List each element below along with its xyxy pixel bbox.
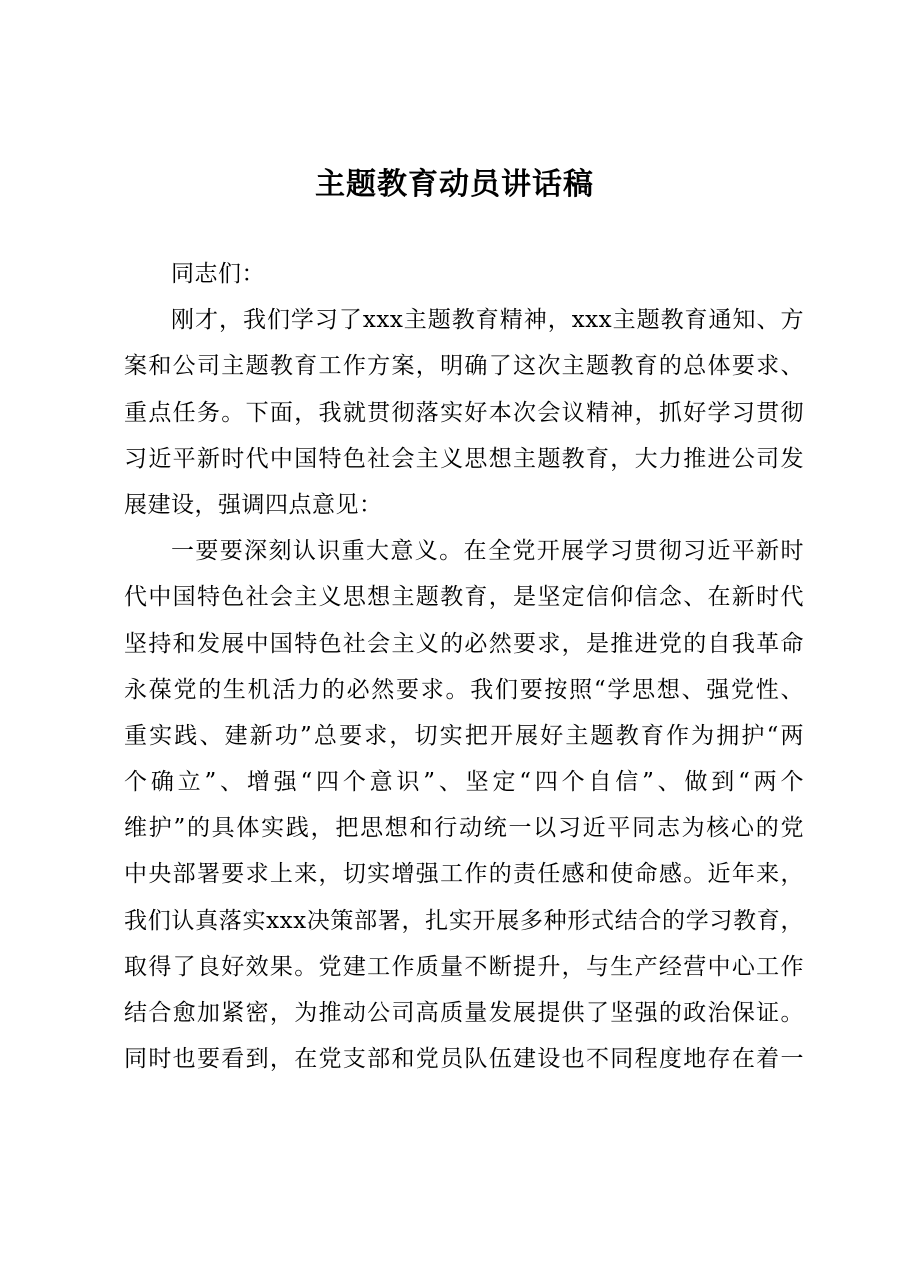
- paragraph-line: 维护”的具体实践，把思想和行动统一以习近平同志为核心的党: [124, 815, 804, 842]
- salutation-line: 同志们：: [171, 261, 265, 287]
- paragraph-line: 结合愈加紧密，为推动公司高质量发展提供了坚强的政治保证。: [124, 1000, 804, 1026]
- paragraph-line: 重实践、建新功”总要求，切实把开展好主题教育作为拥护“两: [124, 722, 804, 749]
- paragraph-line: 重点任务。下面，我就贯彻落实好本次会议精神，抓好学习贯彻: [124, 399, 804, 426]
- document-body: [124, 251, 804, 1082]
- paragraph-line: 坚持和发展中国特色社会主义的必然要求，是推进党的自我革命: [124, 630, 804, 657]
- paragraph-line: 取得了良好效果。党建工作质量不断提升，与生产经营中心工作: [124, 953, 804, 980]
- paragraph-line: 刚才，我们学习了xxx主题教育精神，xxx主题教育通知、方: [171, 307, 804, 334]
- document-title: 主题教育动员讲话稿: [315, 167, 594, 202]
- paragraph-line: 同时也要看到，在党支部和党员队伍建设也不同程度地存在着一: [124, 1046, 804, 1073]
- paragraph-line: 个确立”、增强“四个意识”、坚定“四个自信”、做到“两个: [124, 769, 804, 796]
- paragraph-line: 代中国特色社会主义思想主题教育，是坚定信仰信念、在新时代: [124, 584, 804, 611]
- paragraph-line: 一要要深刻认识重大意义。在全党开展学习贯彻习近平新时: [171, 538, 804, 565]
- paragraph-line: 永葆党的生机活力的必然要求。我们要按照“学思想、强党性、: [124, 676, 804, 703]
- paragraph-line: 案和公司主题教育工作方案，明确了这次主题教育的总体要求、: [124, 353, 804, 380]
- paragraph-line: 中央部署要求上来，切实增强工作的责任感和使命感。近年来，: [124, 861, 804, 888]
- paragraph-line: 我们认真落实xxx决策部署，扎实开展多种形式结合的学习教育，: [124, 907, 804, 934]
- paragraph-line: 习近平新时代中国特色社会主义思想主题教育，大力推进公司发: [124, 445, 804, 472]
- paragraph-line: 展建设，强调四点意见：: [124, 491, 383, 518]
